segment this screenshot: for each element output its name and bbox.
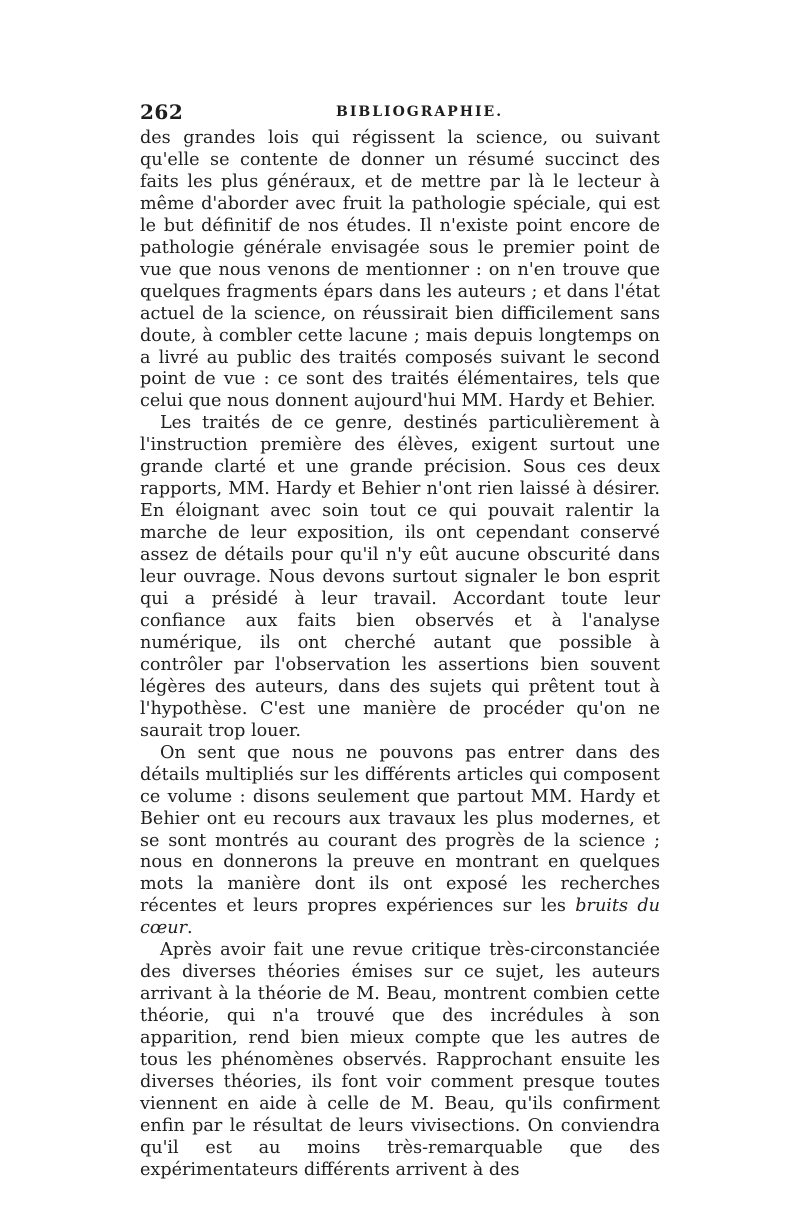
page-number: 262 xyxy=(140,100,184,124)
body-text xyxy=(140,128,660,1182)
running-head: BIBLIOGRAPHIE. xyxy=(336,104,504,120)
paragraph-3-end: . xyxy=(187,918,193,939)
paragraph-3 xyxy=(140,743,660,941)
page-header xyxy=(140,96,660,128)
paragraph-3-text: On sent que nous ne pouvons pas entrer dans des détails multipliés sur les différents articles qui composent ce volume : disons seulement que partout MM. Hardy et Behier ont eu recours aux travaux les plus modernes, et se sont montrés au courant des progrès de la science ; nous en donnerons la preuve en montrant en quelques mots la manière dont ils ont exposé les recherches récentes et leurs propres expériences sur les xyxy=(140,742,660,917)
paragraph-4: Après avoir fait une revue critique très-circonstanciée des diverses théories émises sur ce sujet, les auteurs arrivant à la théorie de M. Beau, montrent combien cette théorie, qui n'a trouvé que des incrédules à son apparition, rend bien mieux compte que les autres de tous les phénomènes observés. Rapprochant ensuite les diverses théories, ils font voir comment presque toutes viennent en aide à celle de M. Beau, qu'ils confirment enfin par le résultat de leurs vivisections. On conviendra qu'il est au moins très-remarquable que des expérimentateurs différents arrivent à des xyxy=(140,940,660,1180)
book-page xyxy=(140,96,660,1182)
paragraph-2: Les traités de ce genre, destinés particulièrement à l'instruction première des élèves, exigent surtout une grande clarté et une grande précision. Sous ces deux rapports, MM. Hardy et Behier n'ont rien laissé à désirer. En éloignant avec soin tout ce qui pouvait ralentir la marche de leur exposition, ils ont cependant conservé assez de détails pour qu'il n'y eût aucune obscurité dans leur ouvrage. Nous devons surtout signaler le bon esprit qui a présidé à leur travail. Accordant toute leur confiance aux faits bien observés et à l'analyse numérique, ils ont cherché autant que possible à contrôler par l'observation les assertions bien souvent légères des auteurs, dans des sujets qui prêtent tout à l'hypothèse. C'est une manière de procéder qu'on ne saurait trop louer. xyxy=(140,413,660,741)
paragraph-1: des grandes lois qui régissent la science, ou suivant qu'elle se contente de donner un résumé succinct des faits les plus généraux, et de mettre par là le lecteur à même d'aborder avec fruit la pathologie spéciale, qui est le but définitif de nos études. Il n'existe point encore de pathologie générale envisagée sous le premier point de vue que nous venons de mentionner : on n'en trouve que quelques fragments épars dans les auteurs ; et dans l'état actuel de la science, on réussirait bien difficilement sans doute, à combler cette lacune ; mais depuis longtemps on a livré au public des traités composés suivant le second point de vue : ce sont des traités élémentaires, tels que celui que nous donnent aujourd'hui MM. Hardy et Behier. xyxy=(140,128,660,412)
italic-phrase: bruits du cœur xyxy=(140,896,660,939)
